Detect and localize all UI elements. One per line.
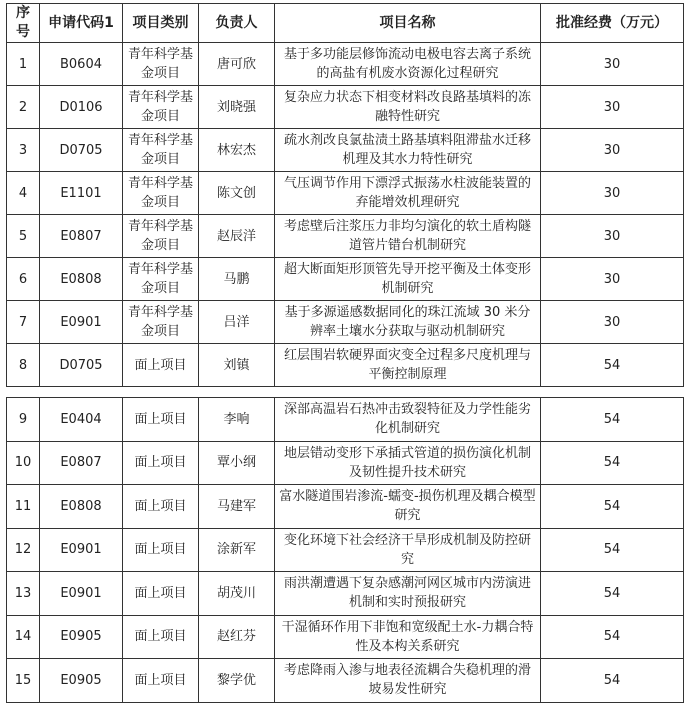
cell-fund: 54 <box>541 659 684 703</box>
cell-seq: 7 <box>7 301 40 344</box>
header-seq: 序号 <box>7 4 40 43</box>
cell-code: E1101 <box>40 172 123 215</box>
cell-seq: 14 <box>7 615 40 659</box>
cell-fund: 30 <box>541 129 684 172</box>
cell-fund: 30 <box>541 215 684 258</box>
cell-seq: 11 <box>7 485 40 529</box>
cell-type: 面上项目 <box>123 659 199 703</box>
cell-project-name: 考虑降雨入渗与地表径流耦合失稳机理的滑坡易发性研究 <box>275 659 541 703</box>
cell-fund: 30 <box>541 172 684 215</box>
cell-code: E0404 <box>40 398 123 442</box>
cell-person: 马建军 <box>199 485 275 529</box>
cell-seq: 10 <box>7 441 40 485</box>
cell-type: 面上项目 <box>123 572 199 616</box>
cell-code: D0705 <box>40 344 123 387</box>
cell-fund: 30 <box>541 258 684 301</box>
cell-project-name: 富水隧道围岩渗流-蠕变-损伤机理及耦合模型研究 <box>275 485 541 529</box>
cell-project-name: 基于多功能层修饰流动电极电容去离子系统的高盐有机废水资源化过程研究 <box>275 43 541 86</box>
cell-project-name: 疏水剂改良氯盐渍土路基填料阻滞盐水迁移机理及其水力特性研究 <box>275 129 541 172</box>
cell-fund: 54 <box>541 344 684 387</box>
header-code: 申请代码1 <box>40 4 123 43</box>
cell-type: 青年科学基金项目 <box>123 129 199 172</box>
cell-project-name: 红层围岩软硬界面灾变全过程多尺度机理与平衡控制原理 <box>275 344 541 387</box>
table-row <box>7 344 684 387</box>
cell-person: 赵辰洋 <box>199 215 275 258</box>
cell-person: 马鹏 <box>199 258 275 301</box>
header-person: 负责人 <box>199 4 275 43</box>
cell-person: 李响 <box>199 398 275 442</box>
cell-person: 覃小纲 <box>199 441 275 485</box>
cell-type: 青年科学基金项目 <box>123 86 199 129</box>
cell-type: 青年科学基金项目 <box>123 301 199 344</box>
cell-person: 吕洋 <box>199 301 275 344</box>
cell-seq: 3 <box>7 129 40 172</box>
cell-type: 面上项目 <box>123 615 199 659</box>
cell-seq: 6 <box>7 258 40 301</box>
cell-seq: 5 <box>7 215 40 258</box>
table-row <box>7 615 684 659</box>
cell-code: E0808 <box>40 258 123 301</box>
header-name: 项目名称 <box>275 4 541 43</box>
cell-seq: 8 <box>7 344 40 387</box>
table-row <box>7 258 684 301</box>
cell-person: 涂新军 <box>199 528 275 572</box>
cell-code: E0807 <box>40 441 123 485</box>
cell-seq: 12 <box>7 528 40 572</box>
cell-fund: 54 <box>541 615 684 659</box>
table-row <box>7 659 684 703</box>
table-header-row <box>7 4 684 43</box>
table-row <box>7 86 684 129</box>
cell-fund: 54 <box>541 485 684 529</box>
table-row <box>7 485 684 529</box>
cell-project-name: 干湿循环作用下非饱和宽级配土水-力耦合特性及本构关系研究 <box>275 615 541 659</box>
table-row <box>7 528 684 572</box>
cell-code: E0901 <box>40 572 123 616</box>
cell-fund: 54 <box>541 572 684 616</box>
header-fund: 批准经费（万元） <box>541 4 684 43</box>
cell-fund: 54 <box>541 441 684 485</box>
cell-project-name: 深部高温岩石热冲击致裂特征及力学性能劣化机制研究 <box>275 398 541 442</box>
cell-person: 林宏杰 <box>199 129 275 172</box>
cell-seq: 9 <box>7 398 40 442</box>
cell-project-name: 基于多源遥感数据同化的珠江流域 30 米分辨率土壤水分获取与驱动机制研究 <box>275 301 541 344</box>
cell-project-name: 雨洪潮遭遇下复杂感潮河网区城市内涝演进机制和实时预报研究 <box>275 572 541 616</box>
cell-type: 青年科学基金项目 <box>123 172 199 215</box>
cell-seq: 4 <box>7 172 40 215</box>
header-type: 项目类别 <box>123 4 199 43</box>
cell-code: E0901 <box>40 301 123 344</box>
cell-project-name: 超大断面矩形顶管先导开挖平衡及土体变形机制研究 <box>275 258 541 301</box>
cell-type: 青年科学基金项目 <box>123 43 199 86</box>
cell-person: 刘镇 <box>199 344 275 387</box>
cell-person: 刘晓强 <box>199 86 275 129</box>
table-row <box>7 215 684 258</box>
cell-type: 面上项目 <box>123 528 199 572</box>
cell-type: 青年科学基金项目 <box>123 215 199 258</box>
cell-code: E0905 <box>40 659 123 703</box>
cell-seq: 1 <box>7 43 40 86</box>
cell-project-name: 变化环境下社会经济干旱形成机制及防控研究 <box>275 528 541 572</box>
cell-project-name: 气压调节作用下漂浮式振荡水柱波能装置的弃能增效机理研究 <box>275 172 541 215</box>
table-row <box>7 301 684 344</box>
cell-person: 赵红芬 <box>199 615 275 659</box>
cell-fund: 30 <box>541 43 684 86</box>
project-table-part-1 <box>6 3 684 387</box>
cell-project-name: 考虑壁后注浆压力非均匀演化的软土盾构隧道管片错台机制研究 <box>275 215 541 258</box>
cell-seq: 2 <box>7 86 40 129</box>
table-row <box>7 398 684 442</box>
table-row <box>7 129 684 172</box>
cell-person: 黎学优 <box>199 659 275 703</box>
table-row <box>7 43 684 86</box>
table-row <box>7 572 684 616</box>
cell-project-name: 地层错动变形下承插式管道的损伤演化机制及韧性提升技术研究 <box>275 441 541 485</box>
cell-person: 胡茂川 <box>199 572 275 616</box>
cell-type: 面上项目 <box>123 398 199 442</box>
table-row <box>7 441 684 485</box>
cell-type: 面上项目 <box>123 485 199 529</box>
cell-fund: 54 <box>541 398 684 442</box>
cell-code: E0905 <box>40 615 123 659</box>
cell-code: D0106 <box>40 86 123 129</box>
cell-code: E0808 <box>40 485 123 529</box>
cell-type: 面上项目 <box>123 441 199 485</box>
table-row <box>7 172 684 215</box>
cell-code: E0901 <box>40 528 123 572</box>
cell-seq: 15 <box>7 659 40 703</box>
cell-person: 唐可欣 <box>199 43 275 86</box>
cell-code: B0604 <box>40 43 123 86</box>
cell-code: E0807 <box>40 215 123 258</box>
cell-person: 陈文创 <box>199 172 275 215</box>
cell-code: D0705 <box>40 129 123 172</box>
cell-fund: 54 <box>541 528 684 572</box>
cell-fund: 30 <box>541 301 684 344</box>
cell-type: 青年科学基金项目 <box>123 258 199 301</box>
project-table-part-2 <box>6 397 684 703</box>
cell-fund: 30 <box>541 86 684 129</box>
cell-type: 面上项目 <box>123 344 199 387</box>
cell-seq: 13 <box>7 572 40 616</box>
cell-project-name: 复杂应力状态下相变材料改良路基填料的冻融特性研究 <box>275 86 541 129</box>
